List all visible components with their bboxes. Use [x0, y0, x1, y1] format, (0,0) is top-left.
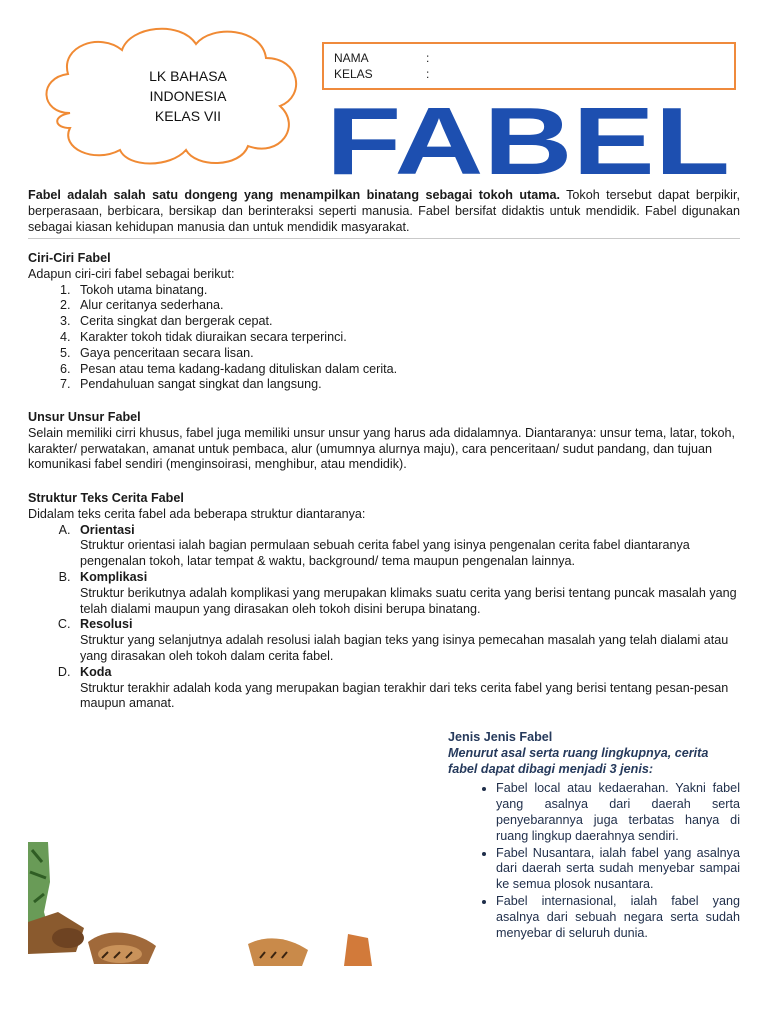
list-item: • Fabel Nusantara, ialah fabel yang asalnya dari daerah serta sudah menyebar sampai ke semua plosok nusantara.	[496, 846, 740, 893]
jenis-lead: Menurut asal serta ruang lingkupnya, cerita fabel dapat dibagi menjadi 3 jenis:	[448, 745, 709, 776]
list-item: 7. Pendahuluan sangat singkat dan langsung.	[74, 377, 740, 393]
list-item: • Fabel internasional, ialah fabel yang asalnya dari sebuah negara serta sudah menyebar di seluruh dunia.	[496, 894, 740, 941]
ciri-section	[28, 251, 740, 393]
page-title-text: FABEL	[326, 94, 730, 184]
jenis-list	[448, 781, 740, 941]
list-item: 3. Cerita singkat dan bergerak cepat.	[74, 314, 740, 330]
list-item: 4. Karakter tokoh tidak diuraikan secara terperinci.	[74, 330, 740, 346]
struktur-title-resolusi: C. Resolusi	[80, 617, 133, 632]
unsur-text: Selain memiliki cirri khusus, fabel juga memiliki unsur unsur yang harus ada didalamnya. Diantaranya: unsur tema, latar, tokoh, karakter/ perwatakan, amanat untuk pembaca, alur (umumnya alurnya maju), cara penceritaan/ sudut pandang, dan tujuan komunikasi fabel sendiri (menginsoirasi, menghibur, atau mendidik).	[28, 425, 735, 472]
cloud-line-3: KELAS VII	[154, 108, 222, 124]
struktur-title-koda: D. Koda	[80, 664, 112, 679]
list-item	[74, 523, 740, 570]
jenis-section	[448, 730, 740, 942]
identity-row-kelas	[334, 66, 724, 82]
cloud-title	[108, 66, 268, 126]
unsur-heading: Unsur Unsur Fabel	[28, 410, 141, 424]
jenis-heading: Jenis Jenis Fabel	[448, 730, 553, 744]
animal-illustration	[28, 842, 422, 972]
ciri-list	[28, 283, 740, 394]
ciri-lead: Adapun ciri-ciri fabel sebagai berikut:	[28, 266, 235, 281]
list-item: 1. Tokoh utama binatang.	[74, 283, 740, 299]
list-item	[74, 570, 740, 617]
list-item: 5. Gaya penceritaan secara lisan.	[74, 346, 740, 362]
list-item: 6. Pesan atau tema kadang-kadang dituliskan dalam cerita.	[74, 362, 740, 378]
struktur-section	[28, 491, 740, 712]
list-item	[74, 617, 740, 664]
unsur-section	[28, 410, 740, 473]
identity-sep-nama: :	[426, 51, 430, 65]
struktur-text-resolusi: Struktur yang selanjutnya adalah resolusi ialah bagian teks yang isinya pemecahan masalah yang telah dialami atau yang dirasakan oleh tokoh dalam cerita fabel.	[80, 633, 729, 663]
struktur-list	[28, 523, 740, 713]
struktur-lead: Didalam teks cerita fabel ada beberapa struktur diantaranya:	[28, 506, 366, 521]
cloud-line-1: LK BAHASA	[149, 68, 227, 84]
list-item	[74, 665, 740, 712]
identity-label-nama: NAMA	[334, 51, 369, 65]
struktur-title-orientasi: A. Orientasi	[80, 522, 135, 537]
intro-paragraph	[28, 188, 740, 239]
list-item: 2. Alur ceritanya sederhana.	[74, 298, 740, 314]
struktur-title-komplikasi: B. Komplikasi	[80, 569, 148, 584]
identity-box	[322, 42, 736, 90]
identity-label-kelas: KELAS	[334, 67, 373, 81]
identity-sep-kelas: :	[426, 67, 430, 81]
cloud-line-2: INDONESIA	[149, 88, 227, 104]
struktur-text-orientasi: Struktur orientasi ialah bagian permulaan sebuah cerita fabel yang isinya pengenalan cerita fabel diantaranya pengenalan tokoh, latar tempat & waktu, background/ tema maupun pengenalan lainnya.	[80, 538, 690, 569]
struktur-text-koda: Struktur terakhir adalah koda yang merupakan bagian terakhir dari teks cerita fabel yang berisi tentang pesan-pesan maupun amanat.	[80, 680, 729, 711]
list-item: • Fabel local atau kedaerahan. Yakni fabel yang asalnya dari daerah serta penyebarannya juga terbatas hanya di ruang lingkup daerahnya sendiri.	[496, 781, 740, 844]
struktur-heading: Struktur Teks Cerita Fabel	[28, 491, 184, 505]
intro-rest: Tokoh tersebut dapat berpikir, berperasaan, berbicara, bersikap dan berinteraksi seperti manusia. Fabel bersifat didaktis untuk mendidik. Fabel digunakan sebagai kiasan kehidupan manusia dan untuk mendidik masyarakat.	[28, 188, 740, 234]
struktur-text-komplikasi: Struktur berikutnya adalah komplikasi yang merupakan klimaks suatu cerita yang berisi tentang puncak masalah yang telah dialami maupun yang dirasakan oleh tokoh disini berupa binatang.	[80, 585, 737, 616]
ciri-heading: Ciri-Ciri Fabel	[28, 251, 111, 265]
intro-bold: Fabel adalah salah satu dongeng yang menampilkan binatang sebagai tokoh utama.	[28, 188, 560, 202]
page-title	[318, 94, 738, 184]
identity-row-nama	[334, 50, 724, 66]
